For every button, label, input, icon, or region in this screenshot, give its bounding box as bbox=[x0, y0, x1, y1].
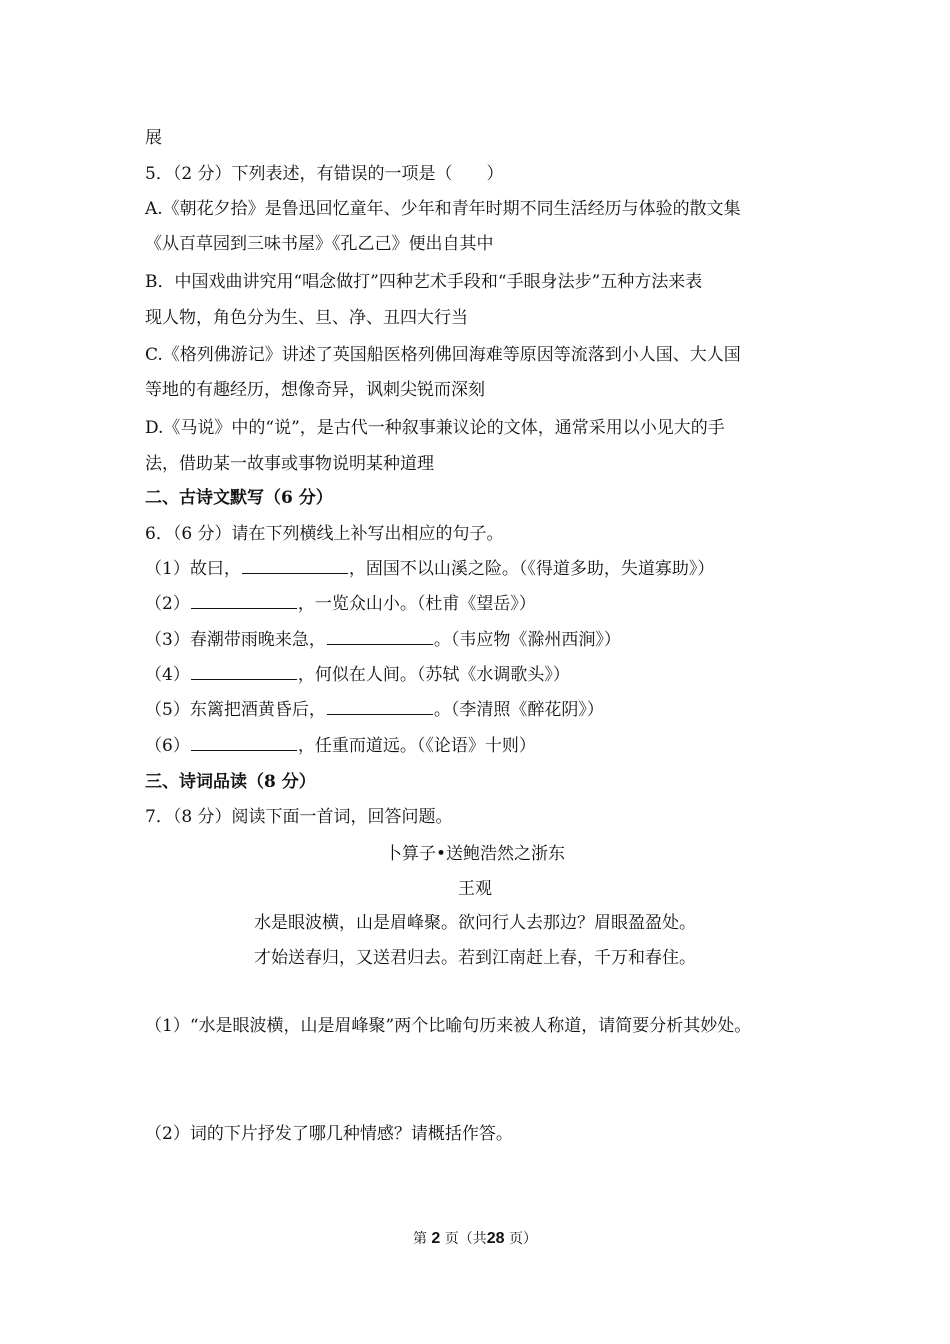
footer-prefix: 第 bbox=[412, 1231, 427, 1247]
fill-item-2 bbox=[145, 592, 536, 616]
answer-blank[interactable] bbox=[327, 628, 433, 645]
option-a-line1: A.《朝花夕拾》是鲁迅回忆童年、少年和青年时期不同生活经历与体验的散文集 bbox=[145, 199, 741, 219]
fill-prefix: （1）故曰， bbox=[145, 559, 241, 579]
poem-title: 卜算子•送鲍浩然之浙东 bbox=[384, 844, 566, 864]
footer-suffix: 页） bbox=[509, 1231, 538, 1247]
question-6: 6．（6 分）请在下列横线上补写出相应的句子。 bbox=[145, 524, 504, 544]
answer-blank[interactable] bbox=[191, 663, 297, 680]
sub-question-2: （2）词的下片抒发了哪几种情感？请概括作答。 bbox=[145, 1124, 513, 1144]
fill-suffix: ，固国不以山溪之险。（《得道多助，失道寡助》） bbox=[348, 559, 715, 579]
option-c-line2: 等地的有趣经历，想像奇异，讽刺尖锐而深刻 bbox=[145, 380, 485, 400]
fill-suffix: ，一览众山小。（杜甫《望岳》） bbox=[297, 594, 536, 614]
total-page-count: 28 bbox=[486, 1230, 505, 1247]
fill-suffix: ，任重而道远。（《论语》十则） bbox=[297, 736, 536, 756]
option-b-line1: B．中国戏曲讲究用“唱念做打”四种艺术手段和“手眼身法步”五种方法来表 bbox=[145, 272, 703, 292]
fill-prefix: （6） bbox=[145, 736, 190, 756]
fill-suffix: 。（韦应物《滁州西涧》） bbox=[433, 630, 621, 650]
fill-prefix: （5）东篱把酒黄昏后， bbox=[145, 700, 326, 720]
poem-line-2: 才始送春归，又送君归去。若到江南赶上春，千万和春住。 bbox=[254, 948, 696, 968]
section-3-heading: 三、诗词品读（8 分） bbox=[145, 772, 316, 792]
text-line: 展 bbox=[145, 128, 162, 148]
fill-suffix: ，何似在人间。（苏轼《水调歌头》） bbox=[297, 665, 570, 685]
fill-item-4 bbox=[145, 663, 570, 687]
fill-suffix: 。（李清照《醉花阴》） bbox=[433, 700, 604, 720]
option-b-line2: 现人物，角色分为生、旦、净、丑四大行当 bbox=[145, 308, 468, 328]
option-d-line1: D.《马说》中的“说”，是古代一种叙事兼议论的文体，通常采用以小见大的手 bbox=[145, 418, 725, 438]
section-2-heading: 二、古诗文默写（6 分） bbox=[145, 488, 333, 508]
poem-author: 王观 bbox=[458, 879, 492, 899]
answer-blank[interactable] bbox=[242, 557, 348, 574]
answer-blank[interactable] bbox=[191, 592, 297, 609]
option-d-line2: 法，借助某一故事或事物说明某种道理 bbox=[145, 454, 434, 474]
fill-prefix: （3）春潮带雨晚来急， bbox=[145, 630, 326, 650]
fill-item-6 bbox=[145, 734, 536, 758]
question-7: 7．（8 分）阅读下面一首词，回答问题。 bbox=[145, 807, 453, 827]
fill-item-3 bbox=[145, 628, 621, 652]
question-5: 5．（2 分）下列表述，有错误的一项是（ ） bbox=[145, 164, 504, 184]
answer-blank[interactable] bbox=[191, 734, 297, 751]
option-a-line2: 《从百草园到三味书屋》《孔乙己》便出自其中 bbox=[145, 234, 494, 254]
page-footer bbox=[0, 1228, 950, 1250]
fill-item-1 bbox=[145, 557, 714, 581]
option-c-line1: C.《格列佛游记》讲述了英国船医格列佛回海难等原因等流落到小人国、大人国 bbox=[145, 345, 741, 365]
footer-middle: 页（共 bbox=[444, 1231, 487, 1247]
current-page-number: 2 bbox=[431, 1230, 441, 1247]
fill-prefix: （4） bbox=[145, 665, 190, 685]
poem-line-1: 水是眼波横，山是眉峰聚。欲问行人去那边？眉眼盈盈处。 bbox=[254, 913, 696, 933]
sub-question-1: （1）“水是眼波横，山是眉峰聚”两个比喻句历来被人称道，请简要分析其妙处。 bbox=[145, 1016, 752, 1036]
answer-blank[interactable] bbox=[327, 698, 433, 715]
fill-item-5 bbox=[145, 698, 604, 722]
fill-prefix: （2） bbox=[145, 594, 190, 614]
